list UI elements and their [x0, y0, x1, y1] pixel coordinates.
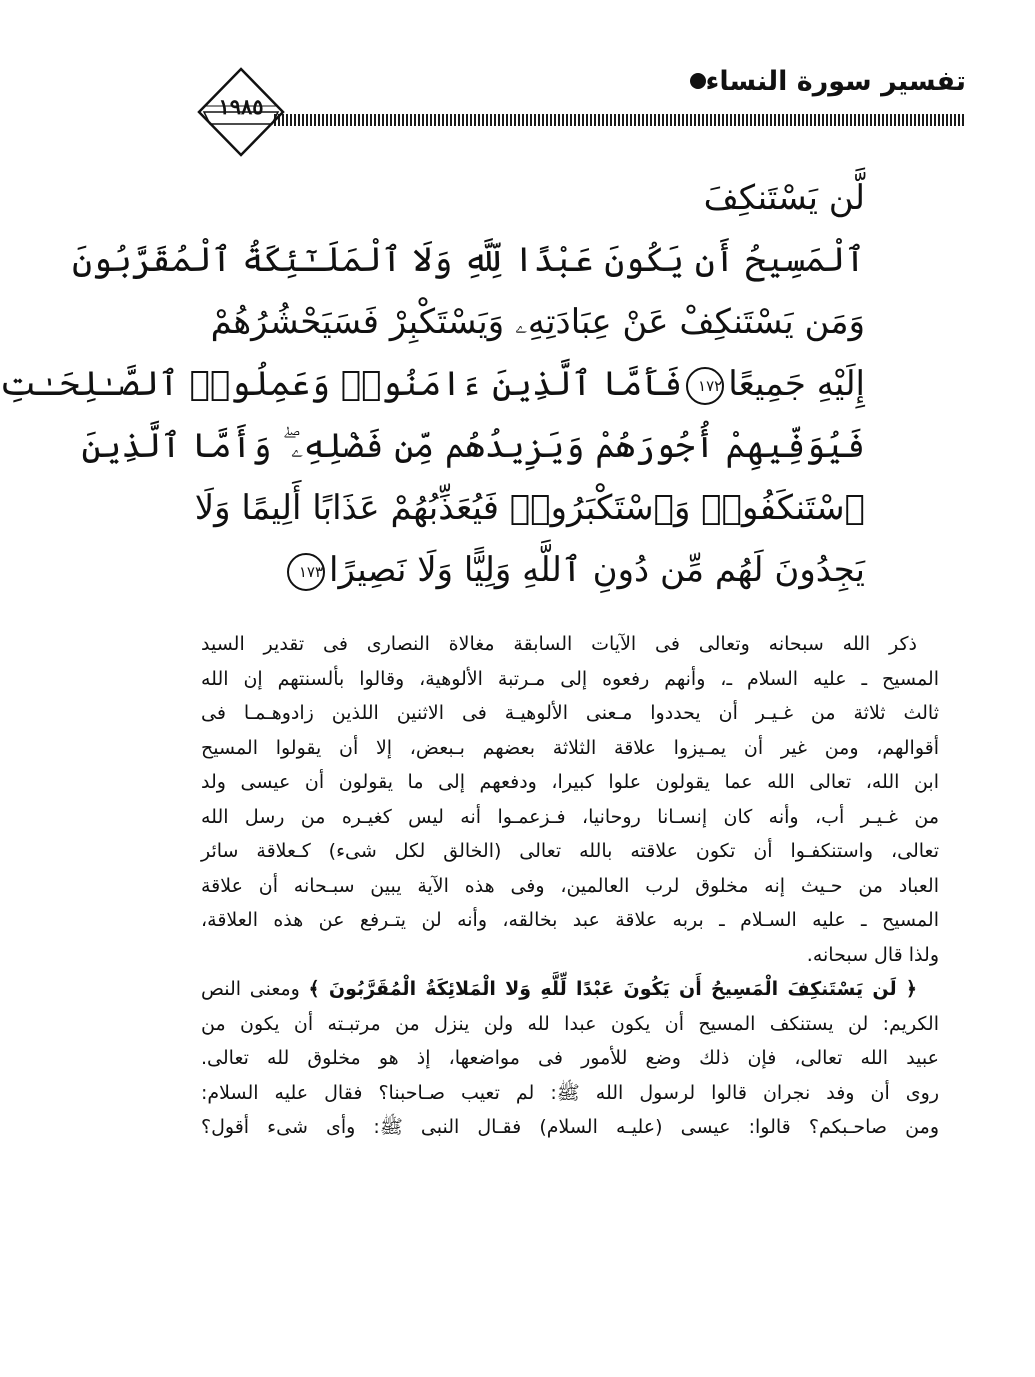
verse-line: وَمَن يَسْتَنكِفْ عَنْ عِبَادَتِهِۦ وَيَسْتَكْبِرْ فَسَيَحْشُرُهُمْ	[210, 302, 865, 342]
text-line: ثالث ثلاثة من غـيـر أن يحددوا مـعنى الألوهيـة فى الاثنين اللذين زادوهـمـا فى	[201, 702, 939, 724]
verse-line: ٱسْتَنكَفُوا۟ وَٱسْتَكْبَرُوا۟ فَيُعَذِّبُهُمْ عَذَابًا أَلِيمًا وَلَا	[194, 488, 865, 528]
text-line: ﴿ لَن يَسْتَنكِفَ الْمَسِيحُ أَن يَكُونَ عَبْدًا لِّلَّهِ وَلا الْمَلائِكَةُ الْمُقَرَّبُونَ ﴾ ومعنى النص	[201, 978, 917, 1000]
verse-line: إِلَيْهِ جَمِيعًا١٧٢فَأَمَّا ٱلَّذِينَ ءَامَنُوا۟ وَعَمِلُوا۟ ٱلصَّـٰلِحَـٰتِ	[0, 364, 865, 404]
verse-line: فَيُوَفِّيهِمْ أُجُورَهُمْ وَيَزِيدُهُم مِّن فَضْلِهِۦ ۖ وَأَمَّا ٱلَّذِينَ	[81, 426, 865, 466]
text-line: العباد من حـيث إنه مخلوق لرب العالمين، وفى هذه الآية يبين سبـحانه أن علاقة	[201, 874, 939, 897]
quran-verses-block	[0, 168, 865, 602]
text-line: ذكر الله سبحانه وتعالى فى الآيات السابقة مغالاة النصارى فى تقدير السيد	[201, 633, 917, 655]
page-header	[196, 62, 966, 162]
quran-quote: ﴿ لَن يَسْتَنكِفَ الْمَسِيحُ أَن يَكُونَ عَبْدًا لِّلَّهِ وَلا الْمَلائِكَةُ الْمُقَرَّبُونَ ﴾	[308, 978, 917, 1000]
header-rule	[274, 114, 966, 126]
paragraph	[201, 972, 939, 1145]
ayah-number-marker: ١٧٣	[287, 553, 325, 591]
verse-line: لَّن يَسْتَنكِفَ	[703, 178, 865, 218]
paragraph	[201, 627, 939, 972]
text-line: من غـيـر أب، وأنه كان إنسـانا روحانيا، فـزعمـوا أنه ليس كغيـره من رسل الله	[201, 805, 939, 828]
verse-line: يَجِدُونَ لَهُم مِّن دُونِ ٱللَّهِ وَلِيًّا وَلَا نَصِيرًا١٧٣	[265, 540, 865, 602]
verse-line: ٱلْمَسِيحُ أَن يَكُونَ عَبْدًا لِّلَّهِ وَلَا ٱلْمَلَـٰٓئِكَةُ ٱلْمُقَرَّبُونَ	[72, 240, 865, 280]
text-line: الكريم: لن يستنكف المسيح أن يكون عبدا لله ولن ينزل من مرتبـته أن يكون من	[201, 1012, 939, 1035]
header-ornament-icon	[690, 73, 706, 89]
commentary-body	[201, 627, 939, 1145]
text-line: عبيد الله تعالى، فإن ذلك وضع للأمور فى مواضعها، إذ هو مخلوق لله تعالى.	[201, 1047, 939, 1069]
text-line: ومن صاحـبكم؟ قالوا: عيسى (عليـه السلام) فقـال النبى ﷺ: وأى شىء أقول؟	[201, 1116, 939, 1138]
text-line: أقوالهم، ومن غير أن يمـيزوا علاقة الثلاثة بعضهم بـبعض، إلا أن يقولوا المسيح	[201, 736, 939, 759]
text-line: تعالى، واستنكفـوا أن تكون علاقته بالله تعالى (الخالق لكل شىء) كـعلاقة سائر	[201, 840, 939, 862]
text-line: المسيح ـ عليه السلام ـ، وأنهم رفعوه إلى مـرتبة الألوهية، وقالوا بألسنتهم إن الله	[201, 667, 939, 690]
page-number: ١٩٨٥	[218, 94, 264, 119]
ayah-number-marker: ١٧٢	[686, 367, 724, 405]
text-line: ابن الله، تعالى الله عما يقولون علوا كبيرا، ودفعهم إلى ما يقولون أن عيسى ولد	[201, 771, 939, 793]
title-text: تفسير سورة النساء	[705, 66, 966, 97]
text-line: ولذا قال سبحانه.	[806, 943, 939, 966]
text-line: روى أن وفد نجران قالوا لرسول الله ﷺ: لم تعيب صـاحبنا؟ فقال عليه السلام:	[201, 1081, 939, 1104]
page-number-badge	[196, 66, 286, 156]
text-line: المسيح ـ عليه السـلام ـ بربه علاقة عبد بخالقه، وأنه لن يتـرفع عن هذه العلاقة،	[201, 909, 939, 931]
running-title	[680, 66, 966, 97]
